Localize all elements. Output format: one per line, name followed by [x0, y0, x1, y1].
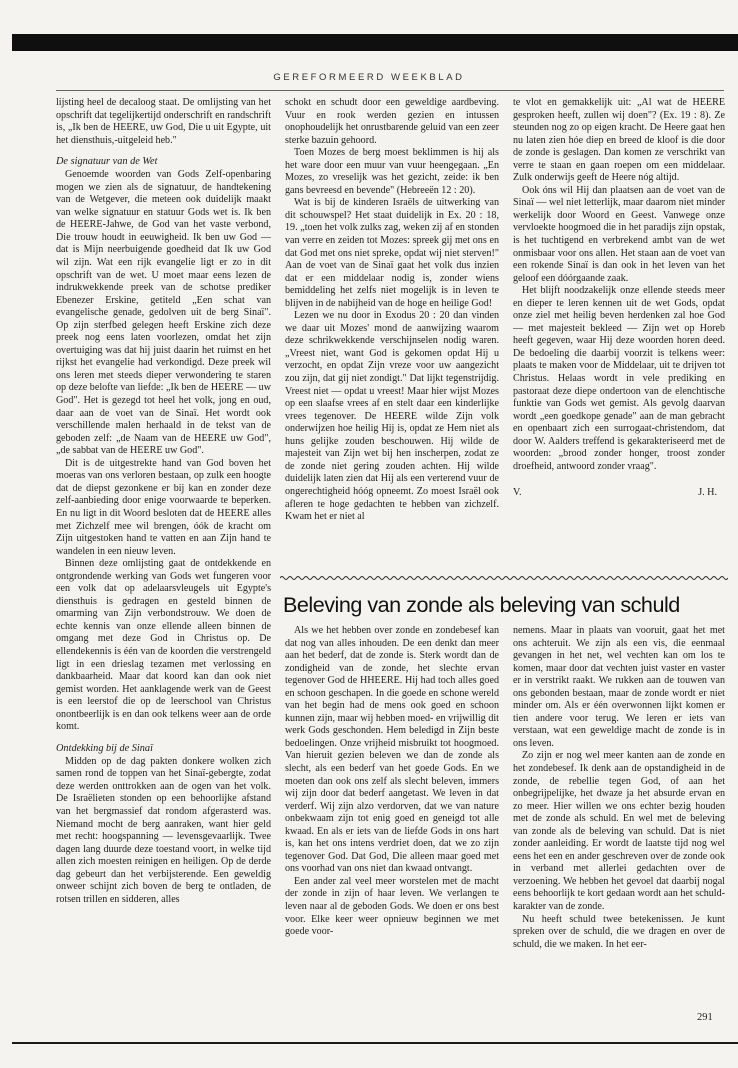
paragraph: Midden op de dag pakten donkere wolken zich samen rond de toppen van het Sinaï-gebergte, zodat deze werden onttrokken aan de ogen van het volk. De Israëlieten stonden op een behoorlijke afstand van het bergmassief dat rondom afgerasterd was. Niemand mocht de berg aanraken, want hier geld met recht: hoogspanning — levensgevaarlijk. Twee dagen lang duurde deze toestand voort, in welke tijd allen zich moesten reinigen en heiligen. Op de derde dag gebeurt dan het verbijsterende. Een geweldig onweer schijnt zich boven de berg te ontladen, de rotsen trillen en sidderen, alles [56, 755, 271, 905]
paragraph: Nu heeft schuld twee betekenissen. Je kunt spreken over de schuld, die we dragen en over de schuld, die we maken. In het eer- [513, 913, 725, 950]
paragraph: Lezen we nu door in Exodus 20 : 20 dan vinden we daar uit Mozes' mond de aanwijzing waarom deze schrikwekkende verschijnselen nodig waren. „Vreest niet, want God is gekomen opdat Hij u verzocht, en opdat Zijn vreze voor uw aangezicht zou zijn, dat gij niet zondigt." Dat lijkt tegenstrijdig. Vreest niet — opdat u vreest! Maar hier wijst Mozes op een slaafse vrees af en stelt daar een kinderlijke vrees tegenover. De HEERE wilde Zijn volk onderwijzen hoe heilig Hij is, opdat ze Hem niet als huns gelijke zouden beschouwen. Hij wilde de majesteit van Zijn wet bij hen inscherpen, zodat ze de zonde niet gering zouden achten. Hij wilde duidelijk laten zien dat Hij als een verterend vuur de ongerechtigheid hóóg opneemt. Zo moest Israël ook afleren te hoge gedachten te hebben van zichzelf. Kwam het er niet al [285, 310, 499, 523]
wavy-line [280, 577, 728, 580]
paragraph: nemens. Maar in plaats van vooruit, gaat het met ons achteruit. We zijn als een vis, die eenmaal gevangen in het net, wel vechten kan om los te komen, maar door dat vechten juist vaster en vaster er in verstrikt raakt. We rukken aan de touwen van ons gebonden bestaan, maar de zonde wordt er niet minder om. Als er één overwonnen lijkt komen er tien andere voor terug. We leren er iets van verstaan, wat een geweldige macht de zonde is in ons leven. [513, 625, 725, 749]
paragraph: Een ander zal veel meer worstelen met de macht der zonde in zijn of haar leven. We verlangen te leven naar al de geboden Gods. We doen er ons best voor. Elke keer weer opnieuw beginnen we met goede voor- [285, 875, 499, 938]
top-black-bar [12, 34, 738, 51]
paragraph: Dit is de uitgestrekte hand van God boven het moeras van ons verloren bestaan, op zulk een hoogte dat de diepst gezonkene er bij kan en zonder deze zelf-aanbieding door enige voorwaarde te beperken. En nu ligt in dit Woord besloten dat de HEERE alles met Zichzelf mee wil brengen, óók de kracht om Zijn uitgestoken hand te vatten en aan Zijn hand te wandelen in een nieuw leven. [56, 457, 271, 557]
paragraph: Genoemde woorden van Gods Zelf-openbaring mogen we zien als de signatuur, de handtekening van de Wetgever, die meteen ook duidelijk maakt van welke signatuur en statuur Gods wet is. Ik ben de HEERE-Jahwe, de God van het vaste verbond, Die trouw houdt in eeuwigheid. Ik ben uw God — dat is Mijn neerbuigende goedheid dat Ik uw God wil zijn. Wat een rijk evangelie ligt er zo in dit opschrift van de wet. U moet maar eens lezen de indrukwekkende preek van de schotse prediker Ebenezer Erskine, getiteld „Een schat van evangelische genade, gedolven uit de berg Sinaï". Op zijn sterfbed gelegen heeft Erskine zich deze preek nog eens laten voorlezen, omdat het zijn overtuiging was dat hij juist daarin het ruimst en het rijkst het evangelie had verkondigd. Deze preek wil ons leren met steeds dieper verwondering te staren op deze belofte van liefde: „Ik ben de HEERE — uw God". Het is gezegd tot heel het volk, jong en oud, daar aan de voet van de Sinaï. Het wordt ook verschillende malen herhaald in de tekst van de geboden zelf: „de Naam van de HEERE uw God", „de sabbat van de HEERE uw God". [56, 169, 271, 457]
column-1 [56, 97, 271, 975]
paragraph: Wat is bij de kinderen Israëls de uitwerking van dit schouwspel? Het staat duidelijk in Ex. 20 : 18, 19. „toen het volk zulks zag, weken zij af en stonden van verre en zeiden tot Mozes: spreek gij met ons en dat God met ons niet spreke, opdat wij niet sterven!" Aan de voet van de Sinaï gaat het volk dus inzien dat er een middelaar nodig is, zonder wiens bemiddeling het zelfs niet mogelijk is in leven te blijven in de nabijheid van de hoge en heilige God! [285, 197, 499, 309]
paragraph: Binnen deze omlijsting gaat de ontdekkende en ontgrondende werking van Gods wet fungeren voor een volk dat op adelaarsvleugels uit Egypte's diensthuis is gedragen en gesteld binnen de omarming van Zijn verbondstrouw. We doen de echte kennis van onze ellende alleen binnen de omgang met deze God in Christus op. De ellendekennis is één van de koorden die verstrengeld ligt in een drieslag tezamen met verlossing en dankbaarheid. Maar dat koord kan dan ook niet gemist worden. Het aanklagende werk van de Geest is een leerstof die op de leerschool van Christus onontbeerlijk is en dan ook telkens weer aan de orde komt. [56, 558, 271, 733]
author-signature [513, 487, 725, 500]
section-heading-ontdekking: Ontdekking bij de Sinaï [56, 742, 153, 754]
paragraph: Toen Mozes de berg moest beklimmen is hij als het ware door een muur van vuur heengegaan. „En Mozes, zo vreselijk was het gezicht, zeide: ik ben gans bevreesd en bevende" (Hebreeën 12 : 20). [285, 147, 499, 196]
article-column-b [513, 625, 725, 995]
article-title: Beleving van zonde als beleving van schuld [283, 592, 680, 617]
running-head: GEREFORMEERD WEEKBLAD [273, 72, 465, 83]
wavy-separator [280, 574, 728, 582]
paragraph: Ook óns wil Hij dan plaatsen aan de voet van de Sinaï — wel niet letterlijk, maar daarom niet minder werkelijk door Woord en Geest. Vanwege onze vervloekte hoogmoed die in het paradijs zijn opstak, is het tuchtigend en verbrekend ambt van de wet onmisbaar voor ons allen. Het staan aan de voet van een rokende Sinaï is dan ook in het leven van het geloof een dóórgaande zaak. [513, 184, 725, 284]
header-rule [56, 90, 724, 91]
page-number: 291 [697, 1012, 713, 1023]
paragraph: Als we het hebben over zonde en zondebesef kan dat nog van alles inhouden. De een denkt dan meer aan het bederf, dat de zonde is. Sterk wordt dan de zondigheid van de zonde, het slechte ervan tegenover God de HHEERE. Hij had toch alles goed en schoon geschapen. In die goede en schone wereld van het begin had de mens ook goed en schoon kunnen zijn, maar wij hebben moed- en vrijwillig dit werk Gods geschonden. Hem beledigd in Zijn beste bedoelingen. Onze vrijheid misbruikt tot hoogmoed. Van hieruit gezien beleven we dan de zonde als slecht, als een bederf van het goede Gods. En we moeten dan ook ons zelf als slecht beleven, immers wij zijn door dat bederf aangetast. We leven in dat verderf. Wij zijn alzo verdorven, dat we van nature onbekwaam zijn tot enig goed en geneigd tot alle kwaad. En als er iets van de liefde Gods in ons hart is, kan het ons intens verdriet doen, dat we zo zijn tegenover God. Dat God, Die alleen maar goed met ons voorhad van ons niet dan kwaad ontvangt. [285, 625, 499, 875]
section-heading-signatuur: De signatuur van de Wet [56, 156, 158, 168]
column-3 [513, 97, 725, 563]
paragraph: te vlot en gemakkelijk uit: „Al wat de HEERE gesproken heeft, zullen wij doen"? (Ex. 19 : 8). Ze steunden nog zo op eigen kracht. De Heere gaat hen nu laten zien hóe diep en breed de kloof is die door de zonde is geslagen. Dan komen ze verschrikt van verre te staan en gaan roepen om een middelaar. Zulk onderwijs geeft de Heere nóg altijd. [513, 97, 725, 184]
paragraph: Zo zijn er nog wel meer kanten aan de zonde en het zondebesef. Ik denk aan de opstandigheid in de zonde, de rebellie tegen God, of aan het onbegrijpelijke, het dwaze ja het absurde ervan en zo meer. Hier willen we ons echter bezig houden met de zonde als schuld. En wel met de beleving van zonde als de beleving van schuld. Dat is niet zonder aanleiding. Er wordt de laatste tijd nog wel eens het een en ander geschreven over de zonde ook in verband met allerlei gedachten over de verzoening. We hebben het gevoel dat daarbij nogal eens behoorlijk te kort gedaan wordt aan het schuld-karakter van de zonde. [513, 750, 725, 913]
paragraph: Het blijft noodzakelijk onze ellende steeds meer en dieper te leren kennen uit de wet Gods, opdat onze ziel met heilig beven herdenken zal hoe God — met majesteit bekleed — Zijn wet op Horeb heeft gegeven, waar Hij deze woorden horen deed. De bedoeling die daarbij voorzit is telkens weer: plaats te maken voor de Middelaar, uit te drijven tot Christus. Helaas wordt in vele prediking en pastoraat deze diepe ondertoon van de elenchtische funktie van Gods wet gemist. Als gevolg daarvan wordt „een goedkope genade" aan de man gebracht en openbaart zich een surrogaat-christendom, dat door W. Aalders treffend is gekarakteriseerd met de woorden: „brood zonder honger, troost zonder droefheid, antwoord zonder vraag". [513, 285, 725, 472]
paragraph: lijsting heel de decaloog staat. De omlijsting van het opschrift dat tegelijkertijd onderschrift en randschrift is, „Ik ben de HEERE, uw God, Die u uit Egypte, uit het diensthuis,-uitgeleid heb." [56, 97, 271, 146]
column-2 [285, 97, 499, 563]
article-column-a [285, 625, 499, 995]
signature-initial: V. [513, 487, 522, 499]
paragraph: schokt en schudt door een geweldige aardbeving. Vuur en rook werden gezien en intussen onophoudelijk het onrustbarende geluid van een zeer sterke bazuin gehoord. [285, 97, 499, 146]
signature-author: J. H. [698, 487, 717, 499]
bottom-rule [12, 1042, 738, 1044]
